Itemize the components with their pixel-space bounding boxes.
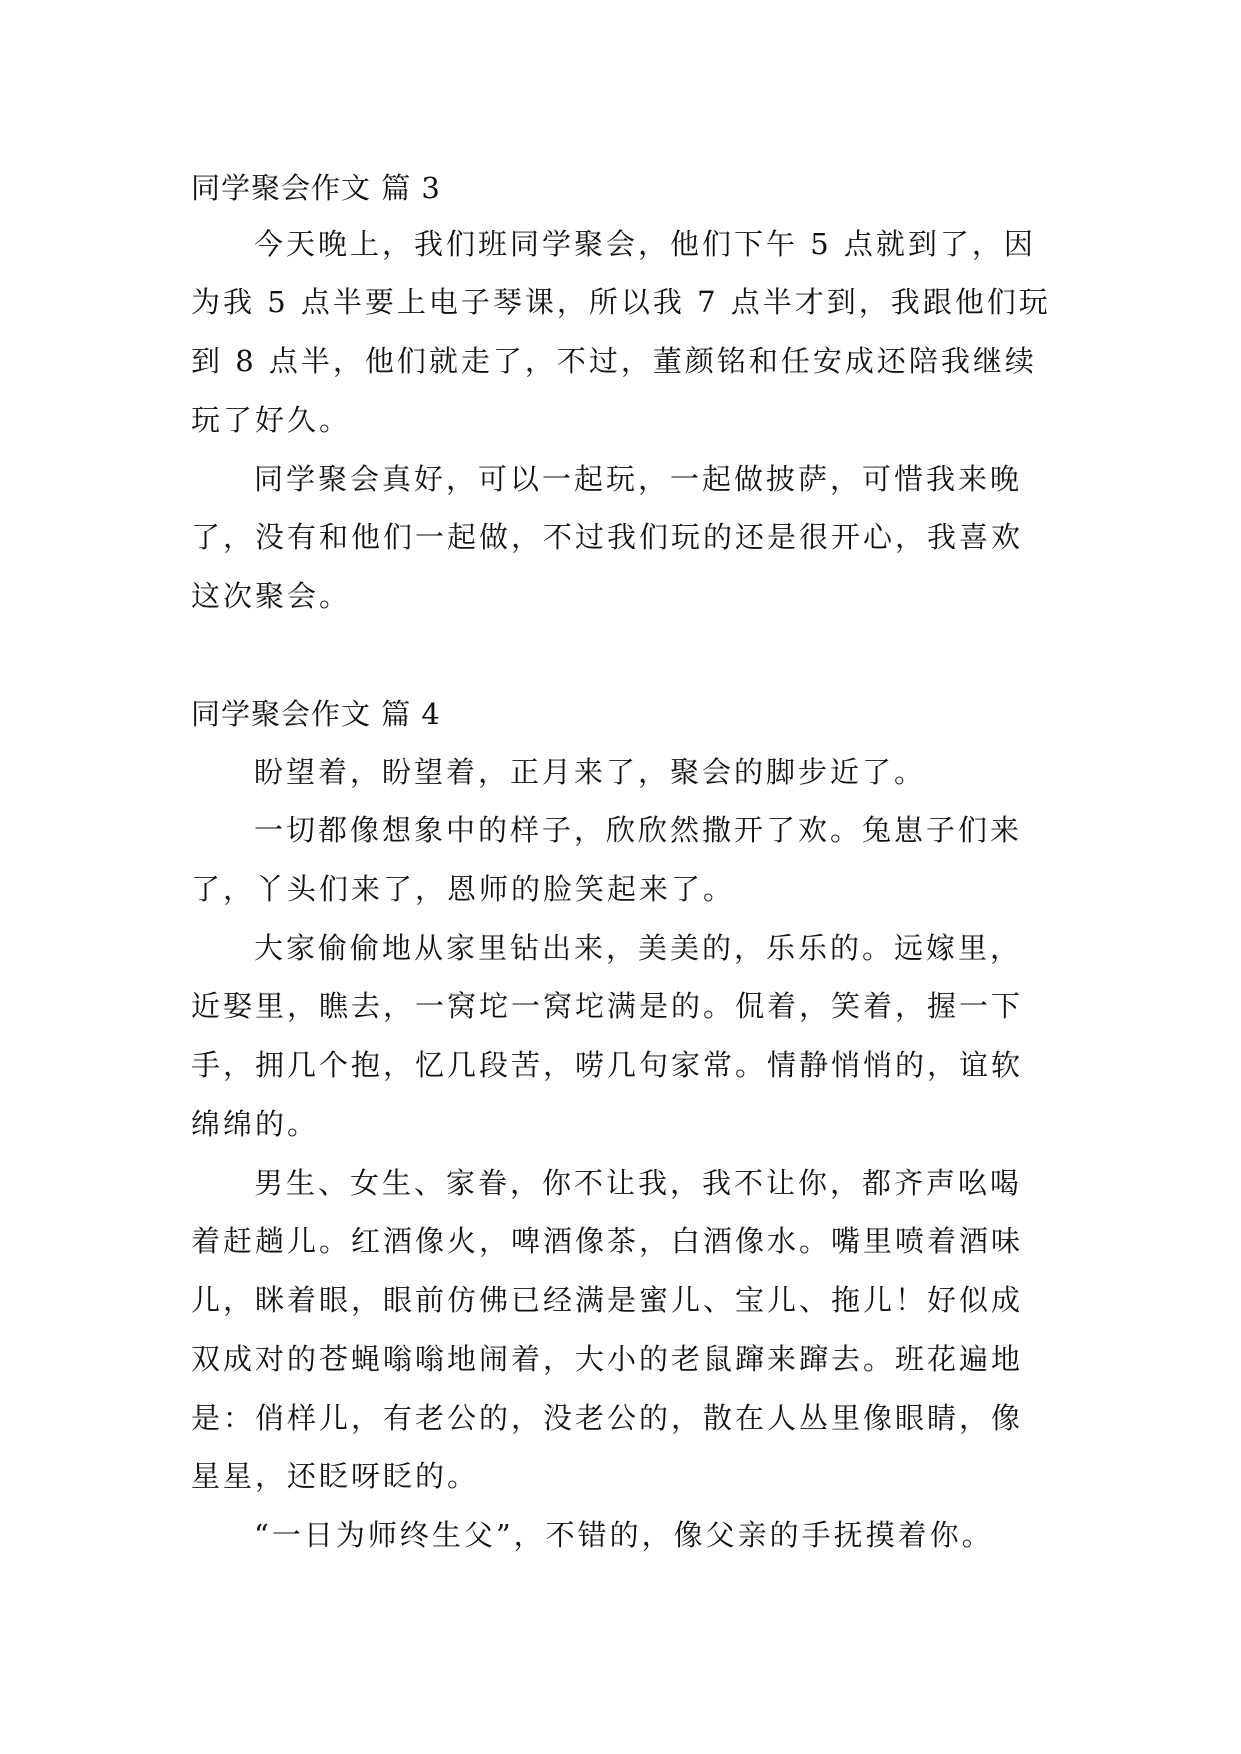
- text-line: 儿，眯着眼，眼前仿佛已经满是蜜儿、宝儿、拖儿！好似成: [191, 1283, 1024, 1317]
- text-line: 了，没有和他们一起做，不过我们玩的还是很开心，我喜欢: [191, 520, 1024, 554]
- text-line: 男生、女生、家眷，你不让我，我不让你，都齐声吆喝: [254, 1166, 1023, 1200]
- text-line: 大家偷偷地从家里钻出来，美美的，乐乐的。远嫁里，: [254, 931, 1023, 965]
- text-line: 近娶里，瞧去，一窝坨一窝坨满是的。侃着，笑着，握一下: [191, 989, 1024, 1023]
- text-line: “一日为师终生父”，不错的，像父亲的手抚摸着你。: [254, 1518, 994, 1552]
- text-line: 盼望着，盼望着，正月来了，聚会的脚步近了。: [254, 755, 927, 789]
- text-line: 玩了好久。: [191, 403, 352, 437]
- text-line: 手，拥几个抱，忆几段苦，唠几句家常。情静悄悄的，谊软: [191, 1048, 1024, 1082]
- text-line: 星星，还眨呀眨的。: [191, 1459, 480, 1493]
- text-line: 这次聚会。: [191, 579, 352, 613]
- text-line: 着赶趟儿。红酒像火，啤酒像茶，白酒像水。嘴里喷着酒味: [191, 1224, 1024, 1258]
- text-line: 了，丫头们来了，恩师的脸笑起来了。: [191, 872, 736, 906]
- text-line: 一切都像想象中的样子，欣欣然撒开了欢。兔崽子们来: [254, 813, 1023, 847]
- section-heading: 同学聚会作文 篇 3: [191, 171, 441, 205]
- text-line: 同学聚会真好，可以一起玩，一起做披萨，可惜我来晚: [254, 462, 1023, 496]
- text-line: 为我 5 点半要上电子琴课，所以我 7 点半才到，我跟他们玩: [191, 285, 1051, 319]
- section-heading: 同学聚会作文 篇 4: [191, 697, 441, 731]
- text-line: 双成对的苍蝇嗡嗡地闹着，大小的老鼠蹿来蹿去。班花遍地: [191, 1342, 1024, 1376]
- text-line: 是：俏样儿，有老公的，没老公的，散在人丛里像眼睛，像: [191, 1401, 1024, 1435]
- text-line: 今天晚上，我们班同学聚会，他们下午 5 点就到了，因: [254, 227, 1036, 261]
- text-line: 绵绵的。: [191, 1107, 320, 1141]
- text-line: 到 8 点半，他们就走了，不过，董颜铭和任安成还陪我继续: [191, 344, 1037, 378]
